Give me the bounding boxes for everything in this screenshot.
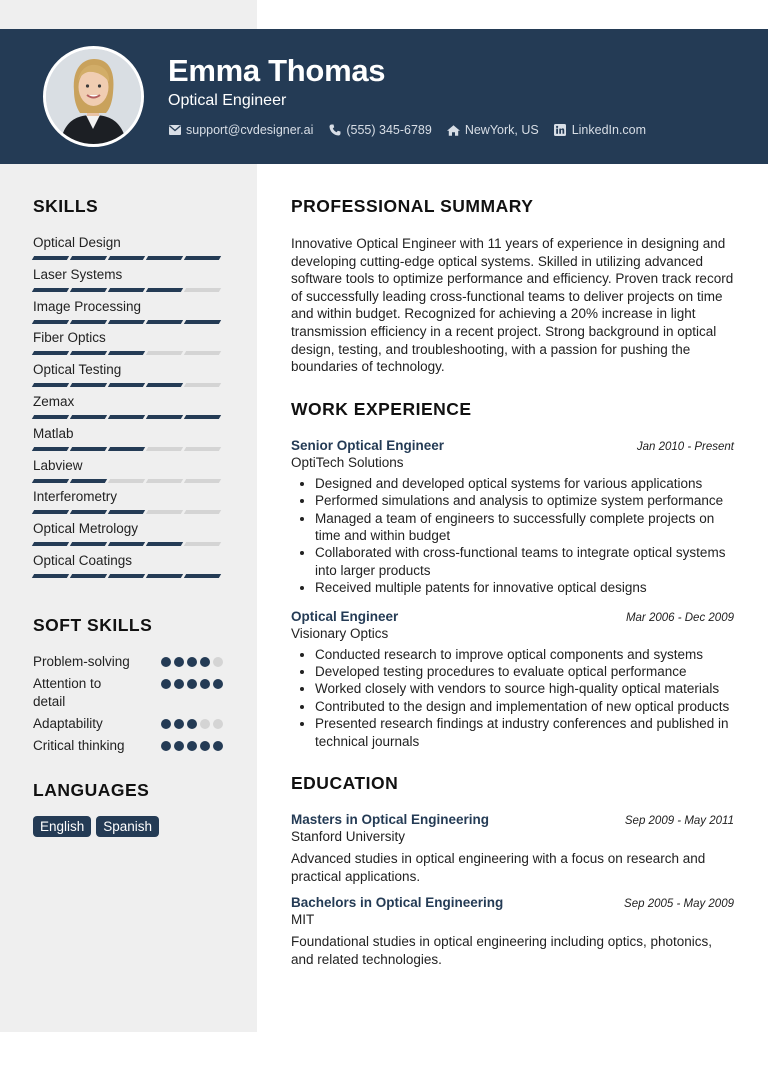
skill-level-segment [184, 415, 221, 419]
education-description: Foundational studies in optical engineering including optics, photonics, and related technologies. [291, 934, 713, 967]
skill-level-bar [33, 542, 223, 546]
contact-linkedin[interactable] [554, 123, 646, 137]
summary-heading: PROFESSIONAL SUMMARY [291, 196, 534, 216]
skill-level-segment [146, 288, 183, 292]
skill-level-segment [70, 288, 107, 292]
skill-level-segment [108, 256, 145, 260]
contact-email[interactable] [168, 123, 313, 137]
education-description: Advanced studies in optical engineering with a focus on research and practical applications. [291, 851, 706, 884]
skill-name: Fiber Optics [33, 330, 106, 346]
contact-list [168, 123, 646, 137]
rating-dot [161, 657, 171, 667]
soft-skill-item [33, 675, 223, 711]
language-tags [33, 816, 223, 837]
skill-level-segment [108, 574, 145, 578]
skill-name: Image Processing [33, 298, 142, 314]
skill-name: Optical Metrology [33, 521, 139, 537]
skill-level-segment [70, 542, 107, 546]
experience-heading: WORK EXPERIENCE [291, 398, 472, 419]
skill-level-segment [32, 415, 69, 419]
language-tag: Spanish [96, 816, 159, 837]
soft-skill-name: Attention to detail [33, 675, 102, 709]
skill-level-bar [33, 383, 223, 387]
skill-level-bar [33, 447, 223, 451]
soft-skill-item [33, 715, 223, 733]
main-column [291, 196, 734, 968]
contact-linkedin-text: LinkedIn.com [571, 123, 647, 137]
rating-dot [174, 657, 184, 667]
school-name: MIT [291, 912, 315, 928]
skill-level-segment [108, 415, 145, 419]
degree-title: Bachelors in Optical Engineering [291, 895, 504, 911]
soft-skill-rating [161, 737, 223, 751]
rating-dot [200, 679, 210, 689]
skill-level-segment [32, 383, 69, 387]
rating-dot [161, 679, 171, 689]
skill-item [33, 298, 223, 330]
skill-level-segment [184, 351, 221, 355]
skill-level-segment [70, 320, 107, 324]
skill-item [33, 425, 223, 457]
skill-item [33, 488, 223, 520]
rating-dot [174, 741, 184, 751]
degree-title: Masters in Optical Engineering [291, 812, 490, 828]
skill-level-segment [184, 479, 221, 483]
job-bullet: • Conducted research to improve optical components and systems [315, 646, 734, 663]
skill-level-segment [146, 256, 183, 260]
skill-level-segment [108, 510, 145, 514]
skill-name: Optical Design [33, 235, 121, 250]
skill-level-segment [146, 542, 183, 546]
skill-level-segment [70, 574, 107, 578]
job-bullet: • Collaborated with cross-functional teams to integrate optical systems into larger products [315, 544, 734, 579]
skill-level-segment [184, 320, 221, 324]
job-bullet: • Managed a team of engineers to successfully complete projects on time and within budget [315, 510, 734, 545]
rating-dot [200, 719, 210, 729]
skill-name: Interferometry [33, 489, 118, 505]
rating-dot [161, 741, 171, 751]
contact-phone[interactable] [328, 123, 431, 137]
skill-level-segment [70, 256, 107, 260]
skill-name: Laser Systems [33, 266, 123, 282]
skill-level-segment [32, 320, 69, 324]
skill-level-segment [184, 542, 221, 546]
skill-item [33, 234, 223, 266]
education-entry [291, 895, 734, 968]
home-icon [447, 124, 460, 137]
skill-level-segment [146, 351, 183, 355]
skill-item [33, 393, 223, 425]
candidate-role: Optical Engineer [168, 92, 287, 109]
job-title: Senior Optical Engineer [291, 437, 445, 453]
skill-level-segment [70, 479, 107, 483]
skills-heading: SKILLS [33, 196, 99, 216]
rating-dot [213, 657, 223, 667]
rating-dot [187, 657, 197, 667]
soft-skill-name: Problem-solving [33, 653, 130, 669]
skill-item [33, 457, 223, 489]
phone-icon [328, 124, 341, 137]
skill-level-segment [32, 510, 69, 514]
contact-location-text: NewYork, US [464, 123, 539, 137]
contact-phone-text: (555) 345-6789 [346, 123, 432, 137]
skill-level-segment [184, 574, 221, 578]
rating-dot [187, 719, 197, 729]
skill-level-segment [108, 447, 145, 451]
job-company: OptiTech Solutions [291, 454, 404, 470]
skill-level-segment [184, 447, 221, 451]
languages-heading: LANGUAGES [33, 779, 150, 800]
job-company: Visionary Optics [291, 625, 389, 641]
resume-header [0, 29, 768, 164]
soft-skill-item [33, 653, 223, 671]
soft-skills-list [33, 653, 223, 755]
skill-level-segment [32, 542, 69, 546]
skill-level-bar [33, 479, 223, 483]
skill-name: Matlab [33, 425, 74, 441]
skill-level-segment [32, 479, 69, 483]
skill-item [33, 552, 223, 584]
rating-dot [174, 719, 184, 729]
soft-skill-rating [161, 675, 223, 689]
job-bullet: • Designed and developed optical systems for various applications [315, 475, 734, 492]
skills-list [33, 234, 223, 584]
skill-level-segment [146, 479, 183, 483]
skill-level-bar [33, 288, 223, 292]
skill-level-segment [146, 415, 183, 419]
language-tag: English [33, 816, 91, 837]
rating-dot [200, 741, 210, 751]
contact-location [447, 123, 539, 137]
skill-level-segment [108, 479, 145, 483]
job-bullet: • Presented research findings at industry conferences and published in technical journals [315, 715, 734, 750]
skill-level-segment [108, 288, 145, 292]
skill-level-bar [33, 510, 223, 514]
education-date: Sep 2009 - May 2011 [624, 815, 734, 828]
job-entry [291, 609, 734, 750]
job-bullets [291, 646, 734, 750]
skill-name: Optical Testing [33, 362, 122, 378]
job-title: Optical Engineer [291, 608, 399, 624]
envelope-icon [168, 124, 181, 137]
skill-level-segment [146, 574, 183, 578]
skill-level-segment [70, 510, 107, 514]
skill-level-bar [33, 320, 223, 324]
skill-name: Zemax [33, 393, 75, 409]
job-date: Mar 2006 - Dec 2009 [625, 611, 734, 624]
skill-level-bar [33, 256, 223, 260]
education-entry [291, 812, 734, 885]
rating-dot [213, 741, 223, 751]
skill-level-bar [33, 574, 223, 578]
skill-level-segment [184, 510, 221, 514]
skill-level-segment [184, 288, 221, 292]
rating-dot [187, 679, 197, 689]
skill-level-segment [32, 574, 69, 578]
job-bullet: • Worked closely with vendors to source high-quality optical materials [315, 680, 734, 697]
soft-skills-heading: SOFT SKILLS [33, 614, 153, 635]
skill-level-segment [70, 383, 107, 387]
skill-level-bar [33, 351, 223, 355]
skill-item [33, 361, 223, 393]
skill-level-segment [146, 447, 183, 451]
skill-level-segment [146, 320, 183, 324]
skill-level-segment [32, 351, 69, 355]
summary-text: Innovative Optical Engineer with 11 years of experience in designing and developing cutting-edge optical systems. Skilled in utilizing advanced software tools to optimize performance and efficiency. Proven track record of successfully leading cross-functional teams to deliver projects on time and within budget. Recognized for achieving a 20% increase in light transmission efficiency in a recent project. Strong background in optical design, testing, and troubleshooting, with a passion for pushing the boundaries of technology. [291, 236, 734, 375]
skill-level-segment [184, 256, 221, 260]
skill-level-segment [184, 383, 221, 387]
rating-dot [200, 657, 210, 667]
soft-skill-name: Adaptability [33, 715, 103, 731]
job-bullet: • Received multiple patents for innovative optical designs [315, 579, 734, 596]
school-name: Stanford University [291, 829, 406, 845]
job-entry [291, 438, 734, 597]
skill-level-segment [108, 320, 145, 324]
skill-level-segment [108, 542, 145, 546]
skill-level-bar [33, 415, 223, 419]
rating-dot [187, 741, 197, 751]
job-date: Jan 2010 - Present [636, 440, 734, 453]
skill-level-segment [32, 447, 69, 451]
soft-skill-rating [161, 715, 223, 729]
rating-dot [213, 679, 223, 689]
portrait-image [46, 49, 141, 144]
contact-email-text: support@cvdesigner.ai [186, 123, 314, 137]
skill-name: Optical Coatings [33, 552, 133, 568]
skill-level-segment [108, 351, 145, 355]
rating-dot [213, 719, 223, 729]
skill-item [33, 266, 223, 298]
soft-skill-rating [161, 653, 223, 667]
linkedin-icon [554, 124, 567, 137]
sidebar-column [33, 196, 223, 837]
rating-dot [174, 679, 184, 689]
soft-skill-name: Critical thinking [33, 737, 125, 753]
job-bullets [291, 475, 734, 597]
soft-skill-item [33, 737, 223, 755]
skill-item [33, 520, 223, 552]
skill-level-segment [108, 383, 145, 387]
skill-item [33, 329, 223, 361]
candidate-name: Emma Thomas [168, 53, 386, 88]
skill-level-segment [146, 383, 183, 387]
job-bullet: • Performed simulations and analysis to optimize system performance [315, 492, 734, 509]
job-bullet: • Contributed to the design and implementation of new optical products [315, 698, 734, 715]
skill-level-segment [70, 351, 107, 355]
job-bullet: • Developed testing procedures to evaluate optical performance [315, 663, 734, 680]
skill-name: Labview [33, 457, 83, 473]
skill-level-segment [32, 256, 69, 260]
education-date: Sep 2005 - May 2009 [624, 898, 734, 911]
skill-level-segment [146, 510, 183, 514]
education-heading: EDUCATION [291, 773, 399, 794]
skill-level-segment [70, 415, 107, 419]
rating-dot [161, 719, 171, 729]
profile-photo [43, 46, 144, 147]
skill-level-segment [70, 447, 107, 451]
skill-level-segment [32, 288, 69, 292]
